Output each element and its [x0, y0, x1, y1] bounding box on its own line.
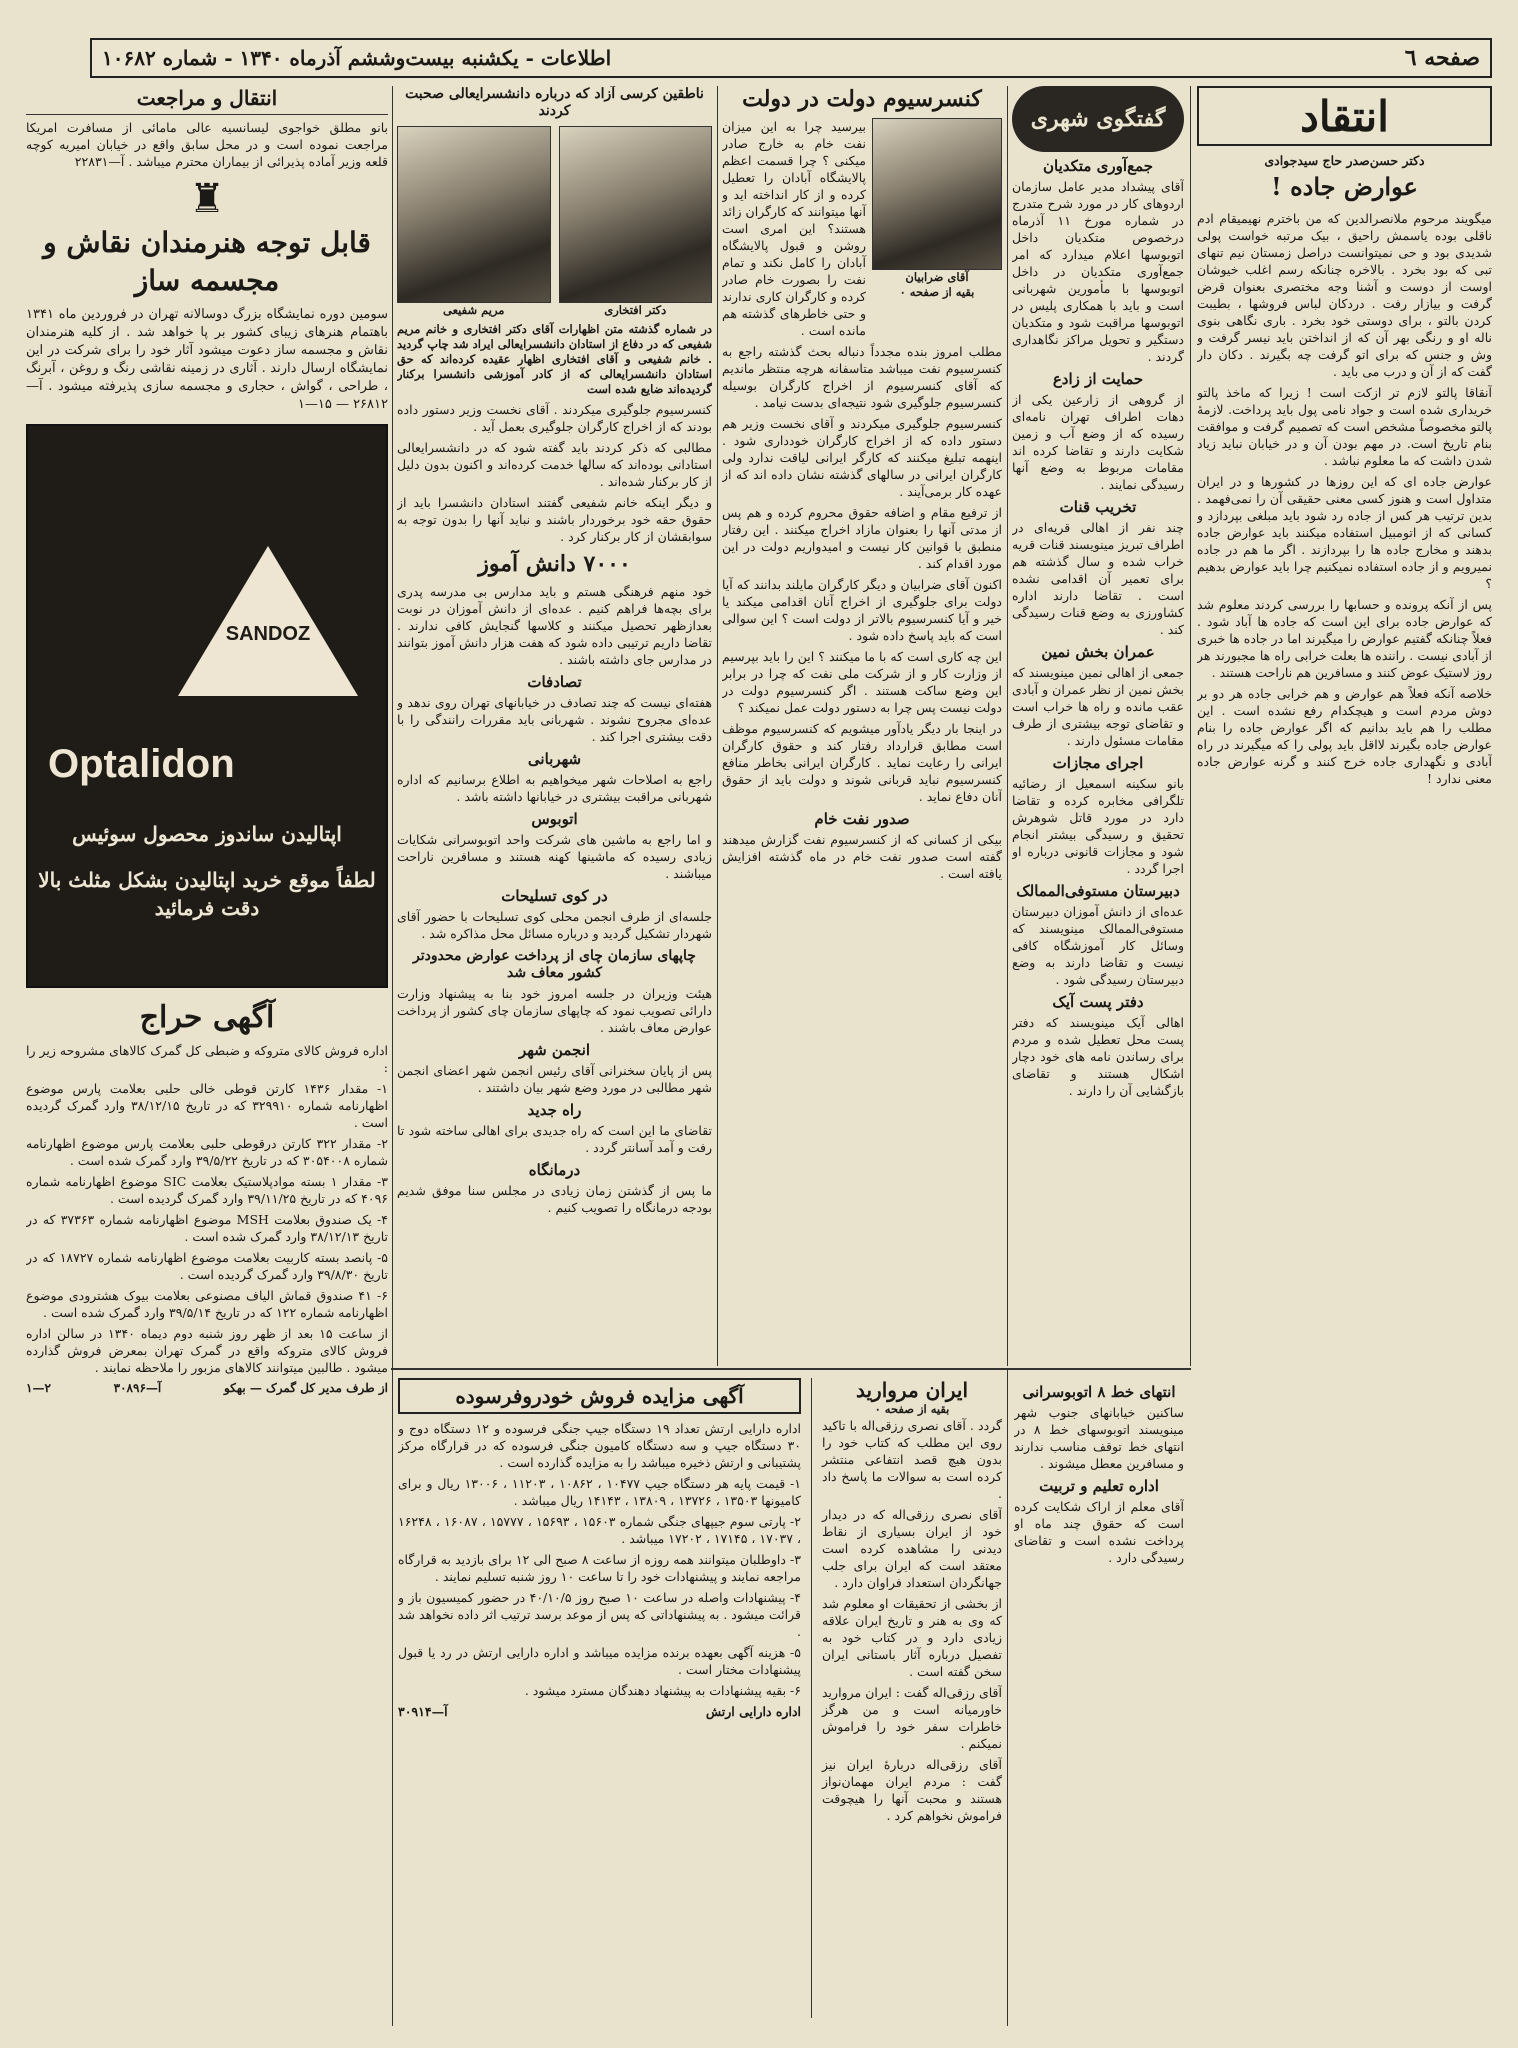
- masthead-bar: [90, 38, 1492, 78]
- paragraph: پس از آنکه پرونده و حسابها را بررسی کردند معلوم شد که عوارض جاده برای این است که جاده ها آباد شود . فعلاً چنانکه گفتیم عوارض را میگیرند اما در جاده ها خبری از آبادی نیست . راننده ها بعلت خرابی راه ها مجبورند هر روز لاستیک عوض کنند و مسافرین هم ناراحت هستند .: [1197, 596, 1492, 680]
- reference-code: آ—۳۰۹۱۴: [398, 1704, 448, 1719]
- page-number: صفحه ٦: [1404, 45, 1480, 71]
- reference-code: ۲—۱: [26, 1381, 51, 1395]
- subheading: دبیرستان مستوفی‌الممالک: [1016, 882, 1180, 900]
- paragraph: و دیگر اینکه خانم شفیعی گفتند استادان دانشسرا باید از حقوق حقه خود برخوردار باشند و نباید آنها را بدون توجه به سوابقشان از کار برکنار کرد .: [397, 494, 712, 544]
- ad-tagline: لطفاً موقع خرید اپتالیدن بشکل مثلث بالا دقت فرمائید: [38, 868, 376, 920]
- paragraph: خلاصه آنکه فعلاً هم عوارض و هم خرابی جاده هر دو بر دوش مردم است و هیچکدام رفع نشده است . این مطلب را هم باید بدانیم که اگر عوارض جاده را بنام عوارض جاده بگیرند لااقل باید پولی را که میگیرند در راه آبادی و نگهداری جاده خرج کنند و گرنه عوارض جاده معنی ندارد !: [1197, 685, 1492, 786]
- photos-title: ناطقین کرسی آزاد که درباره دانشسرایعالی صحبت کردند: [405, 86, 704, 119]
- paragraph: ۲- پارتی سوم جیپهای جنگی شماره ۱۵۶۰۳ ، ۱۵۶۹۳ ، ۱۵۷۷۷ ، ۱۶۰۸۷ ، ۱۶۲۴۸ ، ۱۷۰۳۷ ، ۱۷۱۴۵ ، ۱۷۲۰۲ میباشد .: [398, 1514, 801, 1546]
- photo-caption: بقیه از صفحه ۰: [899, 285, 975, 300]
- notice-title: انتقال و مراجعت: [26, 86, 388, 115]
- column-rule: [1190, 86, 1191, 1366]
- triangle-logo-icon: [178, 546, 358, 696]
- paragraph: بانو سکینه اسمعیل از رضائیه تلگرافی مخابره کرده و تقاضا دارد در مورد قاتل شوهرش تحقیق و رسیدگی بیشتر انجام شود و مجازات قانونی درباره او اجرا گردد .: [1012, 776, 1184, 876]
- paragraph: در اینجا بار دیگر یادآور میشویم که کنسرسیوم موظف است مطابق قرارداد رفتار کند و حقوق کارگران ایرانی را رعایت نماید . کارگران ایرانی بخاطر منافع کنسرسیوم نباید قربانی شوند و دولت باید از حقوق آنان دفاع نماید .: [722, 721, 1002, 805]
- continued-note: بقیه از صفحه ۰: [874, 1402, 950, 1416]
- paragraph: بیکی از کسانی که از کنسرسیوم نفت گزارش میدهند گفته است صدور نفت خام در ماه گذشته افزایش یافته است .: [722, 832, 1002, 882]
- product-name: Optalidon: [48, 742, 235, 786]
- paragraph: ۲- مقدار ۳۲۲ کارتن درقوطی حلبی بعلامت پارس موضوع اظهارنامه شماره ۳۰۵۴۰۰۸ که در تاریخ ۳۹/۵/۲۲ وارد گمرک شده است .: [26, 1136, 388, 1168]
- column-rule: [717, 86, 718, 1366]
- subheading: تصادفات: [527, 672, 582, 691]
- subheading: حمایت از زادع: [1052, 370, 1144, 388]
- paragraph: ۳- مقدار ۱ بسته موادپلاستیک بعلامت SIC موضوع اظهارنامه شماره ۴۰۹۶ که در تاریخ ۳۹/۱۱/۲۵ وارد گمرک گردیده است .: [26, 1174, 388, 1206]
- subheading: درمانگاه: [528, 1160, 581, 1179]
- column-city-talk: [1012, 86, 1184, 1366]
- subheading: اتوبوس: [531, 809, 578, 828]
- sandoz-advertisement: [26, 424, 388, 988]
- paragraph: ۱- قیمت پایه هر دستگاه جیپ ۱۰۴۷۷ ، ۱۰۸۶۲ ، ۱۱۲۰۳ ، ۱۳۰۰۶ ریال و برای کامیونها ۱۳۵۰۳ ، ۱۳۷۲۶ ، ۱۳۸۰۹ ، ۱۴۱۴۳ ریال میباشد .: [398, 1476, 801, 1508]
- photo-description: در شماره گذشته متن اظهارات آقای دکتر افتخاری و خانم مریم شفیعی که در دفاع از استادان دانشسرایعالی ایراد شد چاپ گردید . خانم شفیعی و آقای افتخاری اظهار عقیده کرده‌اند که حق استادان دانشسرایعالی که از کادر آموزشی دانشسرا برکنار گردیده‌اند ضایع شده است: [397, 321, 712, 396]
- ad-tagline: اپتالیدن ساندوز محصول سوئیس: [72, 822, 342, 846]
- paragraph: و اما راجع به ماشین های شرکت واحد اتوبوسرانی شکایات زیادی رسیده که ماشینها کهنه هستند و مسافرین ناراحت میباشند .: [397, 831, 712, 881]
- paragraph: ۵- پانصد بسته کاربیت بعلامت موضوع اظهارنامه شماره ۱۸۷۲۷ که در تاریخ ۳۹/۸/۳۰ وارد گمرک گردیده است .: [26, 1250, 388, 1282]
- paragraph: پس از پایان سخنرانی آقای رئیس انجمن شهر اعضای انجمن شهر مطالبی در مورد وضع شهر بیان داشتند .: [397, 1062, 712, 1095]
- subheading: جمع‌آوری متکدیان: [1042, 157, 1154, 175]
- subheading: راه جدید: [527, 1100, 582, 1119]
- column-critique: [1197, 86, 1492, 2026]
- notice-title: قابل توجه هنرمندان نقاش و مجسمه ساز: [43, 226, 371, 297]
- paragraph: ۴- یک صندوق بعلامت MSH موضوع اظهارنامه شماره ۳۷۳۶۳ که در تاریخ ۳۸/۱۲/۱۳ وارد گمرک شده است .: [26, 1212, 388, 1244]
- paragraph: جمعی از اهالی نمین مینویسند که بخش نمین از نظر عمران و آبادی عقب مانده و راه ها خراب است و تقاضای توجه بیشتری از طرف مقامات مسئول دارند .: [1012, 665, 1184, 748]
- paragraph: اداره فروش کالای متروکه و ضبطی کل گمرک کالاهای مشروحه زیر را :: [26, 1043, 388, 1075]
- paragraph: کنسرسیوم جلوگیری میکردند و آقای نخست وزیر هم دستور داده که از اخراج کارگران خودداری شود . اینهمه تبلیغ میکنند که کارگر ایرانی لیاقت ندارد ولی کارگران ایرانی در سالهای گذشته نشان داده اند که از عهده کار برمی‌آیند .: [722, 416, 1002, 500]
- paragraph: هفته‌ای نیست که چند تصادف در خیابانهای تهران روی ندهد و عده‌ای مجروح نشوند . شهربانی باید مقررات رانندگی را با دقت بیشتری اجرا کند .: [397, 694, 712, 744]
- column-rule: [1007, 1370, 1008, 2026]
- subheading: انجمن شهر: [518, 1040, 591, 1059]
- article-title: کنسرسیوم دولت در دولت: [742, 86, 982, 112]
- paragraph: بیرسید چرا به این میزان نفت خام به خارج صادر میکنی ؟ چرا قسمت اعظم پالایشگاه آبادان را تعطیل کرده و از کار انداخته اید و آنها میتوانند که کارگران زائد هستند؟ این امری است روشن و قبول پالایشگاه آبادان را کامل نکند و تمام نفت را بصورت خام صادر کرده و کارگران کاری ندارند و حتی خاطرهای گذشته هم مانده است .: [722, 119, 866, 339]
- paragraph: از بخشی از تحقیقات او معلوم شد که وی به هنر و تاریخ ایران علاقه زیادی دارد و در کتاب خود به تفصیل درباره آثار باستانی ایران سخن گفته است .: [822, 1596, 1002, 1679]
- portrait-photo: [397, 126, 551, 303]
- bottom-section: [398, 1378, 1002, 2018]
- column-consortium: [722, 86, 1002, 1366]
- photo-caption: دکتر افتخاری: [604, 302, 667, 317]
- paragraph: هیئت وزیران در جلسه امروز خود بنا به پیشنهاد وزارت دارائی تصویب نمود که چاپهای سازمان چای کشور از پرداخت عوارض معاف باشند .: [397, 985, 712, 1035]
- paragraph: ۴- پیشنهادات واصله در ساعت ۱۰ صبح روز ۴۰/۱۰/۵ در حضور کمیسیون باز و قرائت میشود . به پیشنهاداتی که پس از موعد برسد ترتیب اثر داده نخواهد شد .: [398, 1590, 802, 1639]
- paragraph: آقای نصری رزقی‌اله که در دیدار خود از ایران بسیاری از نقاط دیدنی را مشاهده کرده است معتقد است که ایران برای جلب جهانگردان استعداد فراوان دارد .: [822, 1507, 1002, 1590]
- subheading: در کوی تسلیحات: [501, 886, 608, 905]
- column-notices: [26, 86, 388, 2026]
- subheading: چاپهای سازمان چای از پرداخت عوارض محدودتر کشور معاف شد: [413, 947, 696, 981]
- subheading: صدور نفت خام: [814, 810, 910, 829]
- column-rule: [392, 86, 393, 2026]
- city-talk-logo: گفتگوی شهری: [1012, 86, 1184, 152]
- paragraph: آقای معلم از اراک شکایت کرده است که حقوق چند ماه او پرداخت نشده است و تقاضای رسیدگی دارد .: [1014, 1499, 1184, 1565]
- subheading: تخریب قنات: [1059, 498, 1137, 516]
- paragraph: راجع به اصلاحات شهر میخواهیم به اطلاع برسانیم که اداره شهربانی مراقبت بیشتری در خیابانها داشته باشد .: [397, 771, 712, 804]
- auction-title: آگهی حراج: [139, 1000, 275, 1035]
- subheading: شهربانی: [527, 749, 582, 768]
- paragraph: از گروهی از زارعین یکی از دهات اطراف تهران نامه‌ای رسیده که از وضع آب و زمین شکایت دارند و تقاضا کرده اند مقامات مربوط به وضع آنها رسیدگی نمایند .: [1012, 392, 1184, 492]
- photo-caption: مریم شفیعی: [443, 302, 505, 317]
- column-pearl: [1014, 1378, 1184, 2018]
- signature: از طرف مدیر کل گمرک — بهکو: [223, 1381, 388, 1395]
- paragraph: عوارض جاده ای که این روزها در کشورها و در ایران متداول است و هنوز کسی معنی حقیقی آن را نمی‌فهمد . بدین ترتیب هر کس از جاده رد شود باید مبلغی بپردازد و کسانی که از اتومبیل استفاده میکنند باید عوارض جاده بدهند و مخارج جاده ها را بپردازند . اگر ما هم در جاده نمیرویم و از جاده استفاده نمیکنیم چرا باید عوارض بدهیم ؟: [1197, 473, 1492, 591]
- paragraph: تقاضای ما این است که راه جدیدی برای اهالی ساخته شود تا رفت و آمد آسانتر گردد .: [397, 1122, 712, 1155]
- critique-logo: انتقاد: [1197, 86, 1492, 146]
- paragraph: ۱- مقدار ۱۴۳۶ کارتن قوطی خالی حلبی بعلامت پارس موضوع اظهارنامه شماره ۳۲۹۹۱۰ که در تاریخ ۳۸/۱۲/۱۵ وارد گمرک گردیده است .: [26, 1081, 388, 1130]
- paragraph: آقای رزقی‌اله دربارهٔ ایران نیز گفت : مردم ایران مهمان‌نواز هستند و محبت آنها را هیچوقت فراموش نخواهم کرد .: [822, 1757, 1002, 1823]
- subheading: اجرای مجازات: [1052, 754, 1144, 772]
- subheading: عمران بخش نمین: [1041, 643, 1155, 661]
- subheading: اداره تعلیم و تربیت: [1039, 1477, 1159, 1495]
- paragraph: عده‌ای از دانش آموزان دبیرستان مستوفی‌الممالک مینویسند که وسائل کار آموزشگاه کافی نیست و تقاضا دارند به وضع دبیرستان رسیدگی شود .: [1012, 904, 1184, 987]
- paragraph: ۵- هزینه آگهی بعهده برنده مزایده میباشد و اداره دارایی ارتش در رد یا قبول پیشنهادات مختار است .: [398, 1645, 801, 1677]
- column-rule: [811, 1378, 812, 2018]
- auction-title: آگهی مزایده فروش خودروفرسوده: [398, 1378, 801, 1414]
- paragraph: آقای پیشداد مدیر عامل سازمان اردوهای کار در مورد شرح متدرج در شماره مورخ ۱۱ آذرماه درخصوص متکدیان داخل اتوبوسها اعلام میدارد که امر جمع‌آوری متکدیان در داخل اتوبوسها با مأمورین شهربانی است و باید با همکاری پلیس در اتوبوسها مراقبت شود و متکدیان دستگیر و تحویل مراکز نگاهداری گردند .: [1012, 179, 1184, 364]
- paragraph: از ساعت ۱۵ بعد از ظهر روز شنبه دوم دیماه ۱۳۴۰ در سالن اداره فروش کالای متروکه واقع در گمرک تهران بمعرض فروش گذارده میشود . طالبین میتوانند کالاهای مزبور را ملاحظه نمایند .: [26, 1326, 388, 1375]
- author: دکتر حسن‌صدر حاج سیدجوادی: [1264, 153, 1425, 168]
- paragraph: چند نفر از اهالی قریه‌ای در اطراف تبریز مینویسند قنات قریه خراب شده و سال گذشته هم برای تعمیر آن اقدامی نشده است . تقاضا دارند اداره کشاورزی به وضع قنات رسیدگی کند .: [1012, 520, 1184, 637]
- paragraph: میگویند مرحوم ملانصرالدین که من باخترم نهیمیقام ادم ناقلی بوده یاسمش راحیق ، بیک مرتبه خواست پولی شدیدی بود و حی نمیتوانست دراصل زمستان نیم تنهای تبی که بود بخرد . بالاخره چنانکه رسم اغلب خیوشان اوست از دوست و آشنا وجه مختصری بعنوان قرض گرفت و بیازار رفت . دردکان لباس فروشها ، بطیبت کردن بالتو ، برای دوستی خود بخرد . باری نگاهی بنوی ناله او و رنگی بهر آن که از انداختن باید نیسر گرفت و وش و جنس که برای اتو گرفت چه بگیرند . دکان دار گفت که از آن و درب می باید .: [1197, 210, 1492, 379]
- paragraph: از ترفیع مقام و اضافه حقوق محروم کرده و هم پس از مدتی آنها را بعنوان مازاد اخراج میکنند . این رفتار منطبق با قوانین کار نیست و امیدواریم دولت در این مورد اقدام کند .: [722, 505, 1002, 572]
- brand-label: SANDOZ: [225, 623, 311, 645]
- horizontal-rule: [391, 1368, 1191, 1370]
- issue-line: اطلاعات - یکشنبه بیست‌وششم آذرماه ۱۳۴۰ - شماره ۱۰۶۸۲: [102, 46, 612, 70]
- paragraph: اداره دارایی ارتش تعداد ۱۹ دستگاه جیپ جنگی فرسوده و ۱۲ دستگاه دوج و ۳۰ دستگاه جیپ و سه دستگاه کامیون جنگی فرسوده که در قرارگاه مرکز پشتیبانی و ارتش ذخیره میباشد را به مزایده گذارده است .: [398, 1421, 801, 1470]
- portrait-photo: [559, 126, 713, 303]
- paragraph: ۶- ۴۱ صندوق قماش الیاف مصنوعی بعلامت بیوک هشترودی موضوع اظهارنامه شماره ۱۲۲ که در تاریخ ۳۹/۵/۱۴ وارد گمرک شده است .: [26, 1288, 388, 1320]
- photo-caption: آقای ضرابیان: [905, 270, 969, 285]
- signature: اداره دارایی ارتش: [705, 1704, 801, 1719]
- subheading: دفتر پست آیک: [1052, 993, 1144, 1011]
- column-rule: [1007, 86, 1008, 1366]
- vehicle-auction: [398, 1378, 801, 2018]
- paragraph: گردد . آقای نصری رزقی‌اله با تاکید روی این مطلب که کتاب خود را بدون هیچ قصد انتفاعی منتشر کرده است به سوالات ما پاسخ داد .: [822, 1418, 1002, 1501]
- paragraph: سومین دوره نمایشگاه بزرگ دوسالانه تهران در فروردین ماه ۱۳۴۱ باهتمام هنرهای زیبای کشور بر پا خواهد شد . از کلیه هنرمندان نقاش و مجسمه ساز دعوت میشود آثار خود را برای شرکت در این نمایشگاه ارسال دارند . آثاری در زمینه نقاشی رنگ و روغن ، آبرنگ ، طراحی ، گواش ، حجاری و مجسمه سازی پذیرفته میشود . آ—۲۶۸۱۲ — ۱۵—۱: [26, 307, 388, 412]
- paragraph: مطالبی که ذکر کردند باید گفته شود که در دانشسرایعالی استادانی بوده‌اند که سالها خدمت کرده‌اند و اکنون بدون دلیل از کار برکنار شده‌اند .: [397, 439, 712, 489]
- paragraph: جلسه‌ای از طرف انجمن محلی کوی تسلیحات با حضور آقای شهردار تشکیل گردید و درباره مسائل محل مذاکره شد .: [397, 908, 712, 941]
- paragraph: آقای رزقی‌اله گفت : ایران مروارید خاورمیانه است و من هرگز خاطرات سفر خود را فراموش نمیکنم .: [822, 1685, 1002, 1751]
- crown-emblem-icon: ♜: [189, 176, 225, 222]
- paragraph: این چه کاری است که با ما میکنند ؟ این را باید بپرسیم از وزارت کار و از شرکت ملی نفت که چرا در برابر این وضع ساکت هستند . اگر کنسرسیوم دولت در دولت نیست پس چرا به دستور دولت عمل نمیکند ؟: [722, 649, 1002, 716]
- article-title: عوارض جاده !: [1271, 172, 1418, 201]
- paragraph: ساکنین خیابانهای جنوب شهر مینویسند اتوبوسهای خط ۸ در انتهای خط توقف مناسب ندارند و مسافرین معطل میشوند .: [1014, 1405, 1184, 1471]
- paragraph: مطلب امروز بنده مجدداً دنباله بحث گذشته راجع به کنسرسیوم نفت میباشد متاسفانه هرچه منتظر ماندیم که آقای کنسرسیوم از اخراج کارگران بوسیله کنسرسیوم جلوگیری شود نتیجه‌ای بدست نیامد .: [722, 344, 1002, 411]
- subheading: ۷۰۰۰ دانش آموز: [478, 550, 631, 577]
- reference-code: آ—۳۰۸۹۶: [113, 1381, 162, 1395]
- paragraph: ما پس از گذشتن زمان زیادی در مجلس سنا موفق شدیم بودجه درمانگاه را تصویب کنیم .: [397, 1182, 712, 1215]
- paragraph: ۶- بقیه پیشنهادات به پیشنهاد دهندگان مسترد میشود .: [524, 1683, 801, 1698]
- column-news: [397, 86, 712, 1366]
- paragraph: اهالی آیک مینویسند که دفتر پست محل تعطیل شده و مردم برای رساندن نامه های خود دچار اشکال هستند و تقاضای بازگشایی آن را دارند .: [1012, 1015, 1184, 1098]
- paragraph: ۳- داوطلبان میتوانند همه روزه از ساعت ۸ صبح الی ۱۲ برای بازدید به قرارگاه مراجعه نمایند و پیشنهادات خود را تا ساعت ۱۰ روز شنبه تسلیم نمایند .: [398, 1552, 802, 1584]
- portrait-photo: [872, 118, 1002, 270]
- paragraph: بانو مطلق خواجوی لیسانسیه عالی مامائی از مسافرت امریکا مراجعت نموده است و در محل سابق واقع در خیابان امیریه کوچه قلعه وزیر آماده پذیرائی از بیماران محترم میباشد . آ—۲۲۸۳۱: [26, 120, 388, 169]
- paragraph: خود منهم فرهنگی هستم و باید مدارس بی مدرسه پدری برای بچه‌ها فراهم کنیم . عده‌ای از دانش آموزان در نوبت بعدازظهر تحصیل میکنند و کلاسها گنجایش کافی ندارند . تقاضا داریم ترتیبی داده شود که هفت هزار دانش آموز بتوانند در مدارس جای داشته باشند .: [397, 583, 712, 667]
- paragraph: کنسرسیوم جلوگیری میکردند . آقای نخست وزیر دستور داده بودند که از اخراج کارگران جلوگیری بعمل آید .: [397, 401, 712, 434]
- subheading: انتهای خط ۸ اتوبوسرانی: [1022, 1383, 1176, 1401]
- paragraph: آنقاقا پالتو لازم تر ازکت است ! زیرا که ماخذ پالتو خریداری شده است و جواد نامی پول باید پرداخت. لازمهٔ پالتو مخصوصاً مشخص است که تصمیم گرفت و موافقت بنام تاریخ است. در مهم بودن آن و در خیابان نباید زیاد شدن داشت که ما معلوم نباشد .: [1197, 384, 1492, 468]
- article-title: ایران مروارید: [855, 1378, 969, 1402]
- paragraph: اکنون آقای ضرابیان و دیگر کارگران مایلند بدانند که آیا دولت برای جلوگیری از اخراج آنان اقدامی میکند یا خیر و آیا کنسرسیوم بالاتر از دولت است ؟ این سوالی است که باید پاسخ داده شود .: [722, 577, 1002, 644]
- pearl-article: [822, 1378, 1002, 2018]
